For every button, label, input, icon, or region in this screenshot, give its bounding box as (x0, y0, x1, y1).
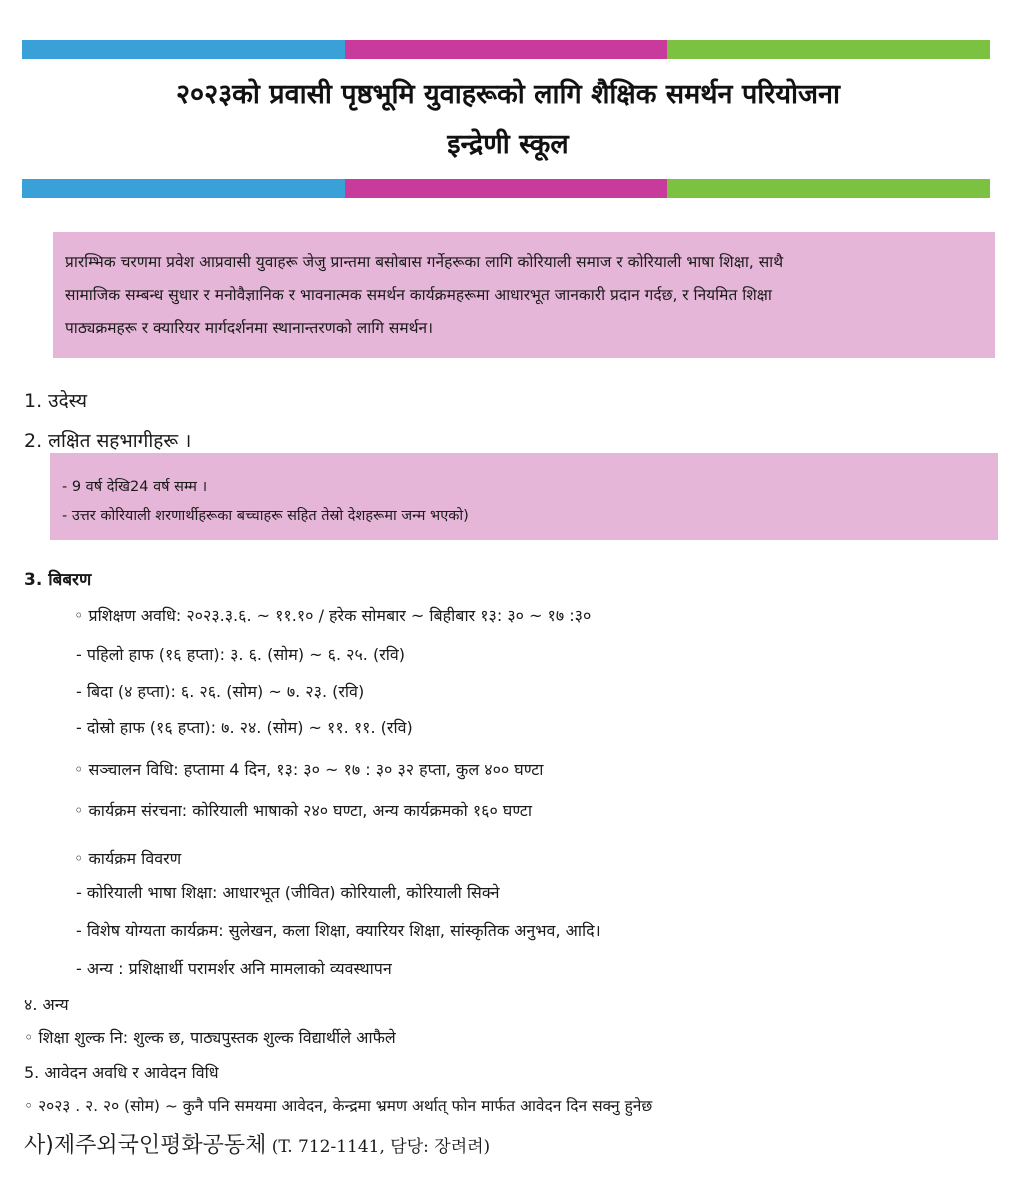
intro-line: सामाजिक सम्बन्ध सुधार र मनोवैज्ञानिक र भावनात्मक समर्थन कार्यक्रमहरूमा आधारभूत जानकारी प्रदान गर्दछ, र नियमित शिक्षा (65, 286, 772, 304)
school-name: इन्द्रेणी स्कूल (447, 129, 569, 160)
detail-second-half: - दोस्रो हाफ (१६ हप्ता): ७. २४. (सोम) ~ ११. ११. (रवि) (76, 718, 413, 737)
detail-program-description: ◦ कार्यक्रम विवरण (74, 849, 182, 868)
page-title: २०२३को प्रवासी पृष्ठभूमि युवाहरूको लागि शैक्षिक समर्थन परियोजना (176, 79, 840, 110)
detail-other: - अन्य : प्रशिक्षार्थी परामर्शर अनि मामलाको व्यवस्थापन (76, 959, 392, 978)
contact-info: (T. 712-1141, 담당: 장려려) (266, 1137, 491, 1157)
detail-training-period: ◦ प्रशिक्षण अवधि: २०२३.३.६. ~ ११.१० / हरेक सोमबार ~ बिहीबार १३: ३० ~ १७ :३० (74, 606, 592, 625)
section-4-heading: ४. अन्य (24, 995, 69, 1014)
section-1-heading: 1. उदेस्य (24, 390, 88, 412)
section-2-heading: 2. लक्षित सहभागीहरू । (24, 430, 192, 452)
application-period: ◦ २०२३ . २. २० (सोम) ~ कुनै पनि समयमा आवेदन, केन्द्रमा भ्रमण अर्थात् फोन मार्फत आवेदन दिन सक्नु हुनेछ (24, 1097, 653, 1115)
section-5-heading: 5. आवेदन अवधि र आवेदन विधि (24, 1063, 219, 1082)
detail-break: - बिदा (४ हप्ता): ६. २६. (सोम) ~ ७. २३. (रवि) (76, 682, 365, 701)
target-item: - उत्तर कोरियाली शरणार्थीहरूका बच्चाहरू सहित तेस्रो देशहरूमा जन्म भएको) (62, 508, 469, 524)
organization-footer (24, 1128, 490, 1159)
detail-operation-method: ◦ सञ्चालन विधि: हप्तामा 4 दिन, १३: ३० ~ १७ : ३० ३२ हप्ता, कुल ४०० घण्टा (74, 760, 544, 779)
detail-korean-education: - कोरियाली भाषा शिक्षा: आधारभूत (जीवित) कोरियाली, कोरियाली सिक्ने (76, 883, 500, 902)
detail-special-program: - विशेष योग्यता कार्यक्रम: सुलेखन, कला शिक्षा, क्यारियर शिक्षा, सांस्कृतिक अनुभव, आदि। (76, 921, 601, 940)
organization-name: 사)제주외국인평화공동체 (24, 1133, 267, 1158)
top-color-bar (22, 40, 990, 59)
bottom-color-bar (22, 179, 990, 198)
intro-box (53, 232, 995, 358)
target-participants-box (50, 453, 998, 540)
section-3-heading: 3. बिबरण (24, 570, 92, 590)
intro-line: प्रारम्भिक चरणमा प्रवेश आप्रवासी युवाहरू जेजु प्रान्तमा बसोबास गर्नेहरूका लागि कोरियाली समाज र कोरियाली भाषा शिक्षा, साथै (65, 253, 784, 271)
intro-line: पाठ्यक्रमहरू र क्यारियर मार्गदर्शनमा स्थानान्तरणको लागि समर्थन। (65, 319, 434, 337)
target-item: - 9 वर्ष देखि24 वर्ष सम्म । (62, 479, 208, 495)
tuition-fee: ◦ शिक्षा शुल्क नि: शुल्क छ, पाठ्यपुस्तक शुल्क विद्यार्थीले आफैले (24, 1028, 396, 1047)
detail-program-structure: ◦ कार्यक्रम संरचना: कोरियाली भाषाको २४० घण्टा, अन्य कार्यक्रमको १६० घण्टा (74, 801, 532, 820)
detail-first-half: - पहिलो हाफ (१६ हप्ता): ३. ६. (सोम) ~ ६. २५. (रवि) (76, 645, 406, 664)
